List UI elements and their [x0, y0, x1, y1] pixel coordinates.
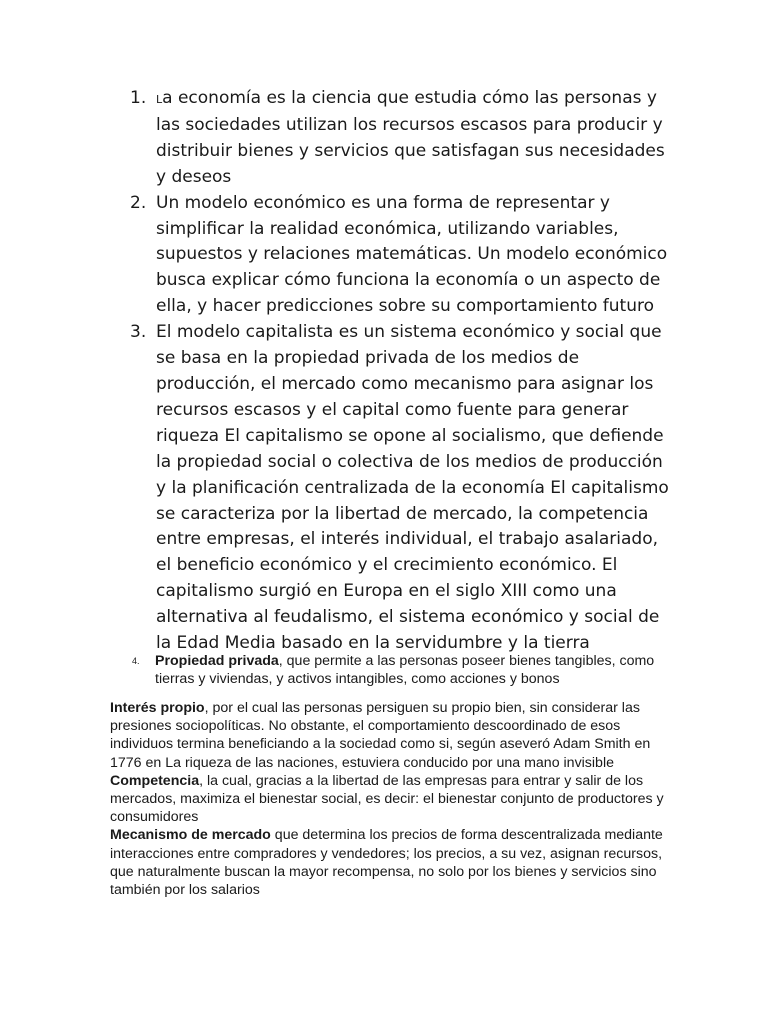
list-item-1 — [130, 86, 670, 191]
definition-paragraph — [110, 772, 670, 827]
definition-paragraph — [110, 826, 670, 899]
list-item-text — [132, 652, 692, 688]
list-item-3 — [130, 320, 670, 657]
numbered-list — [130, 86, 670, 657]
term-bold: Propiedad privada — [155, 653, 279, 669]
term-bold: Mecanismo de mercado — [110, 827, 271, 844]
term-description: , que permite a las personas poseer bienes tangibles, como tierras y viviendas, y activos intangibles, como acciones y bonos — [155, 653, 655, 687]
term-description: que determina los precios de forma descentralizada mediante interacciones entre compradores y vendedores; los precios, a su vez, asignan recursos, que naturalmente buscan la mayor recompensa, no solo por los bienes y servicios sino también por los salarios — [110, 827, 663, 899]
term-description: , por el cual las personas persiguen su propio bien, sin considerar las presiones sociopolíticas. No obstante, el comportamiento descoordinado de esos individuos termina beneficiando a la sociedad como si, según aseveró Adam Smith en 1776 en La riqueza de las naciones, estuviera conducido por una mano invisible — [110, 700, 651, 771]
list-item-text — [156, 86, 670, 191]
list-item-body: a economía es la ciencia que estudia cómo las personas y las sociedades utilizan los recursos escasos para producir y distribuir bienes y servicios que satisfagan sus necesidades y deseos — [156, 88, 665, 187]
list-item-2 — [130, 191, 670, 321]
term-bold: Interés propio — [110, 700, 205, 716]
definitions-block — [110, 699, 670, 899]
list-number: 3. — [130, 322, 147, 343]
term-bold: Competencia — [110, 772, 200, 789]
list-number: 1. — [130, 88, 147, 108]
list-number: 2. — [130, 192, 147, 213]
first-letter: L — [156, 93, 163, 106]
list-item-4 — [132, 652, 692, 688]
list-item-body: El modelo capitalista es un sistema económico y social que se basa en la propiedad privada de los medios de producción, el mercado como mecanismo para asignar los recursos escasos y el capital como fuente para generar riqueza El capitalismo se opone al socialismo, que defiende la propiedad social o colectiva de los medios de producción y la planificación centralizada de la economía El capitalismo se caracteriza por la libertad de mercado, la competencia entre empresas, el interés individual, el trabajo asalariado, el beneficio económico y el crecimiento económico. El capitalismo surgió en Europa en el siglo XIII como una alternativa al feudalismo, el sistema económico y social de la Edad Media basado en la servidumbre y la tierra — [156, 322, 669, 654]
definition-paragraph — [110, 699, 670, 772]
list-item-body: Un modelo económico es una forma de representar y simplificar la realidad económica, utilizando variables, supuestos y relaciones matemáticas. Un modelo económico busca explicar cómo funciona la economía o un aspecto de ella, y hacer predicciones sobre su comportamiento futuro — [156, 192, 668, 317]
list-number: 4. — [132, 656, 140, 666]
term-description: , la cual, gracias a la libertad de las empresas para entrar y salir de los mercados, maximiza el bienestar social, es decir: el bienestar conjunto de productores y consumidores — [110, 772, 664, 826]
